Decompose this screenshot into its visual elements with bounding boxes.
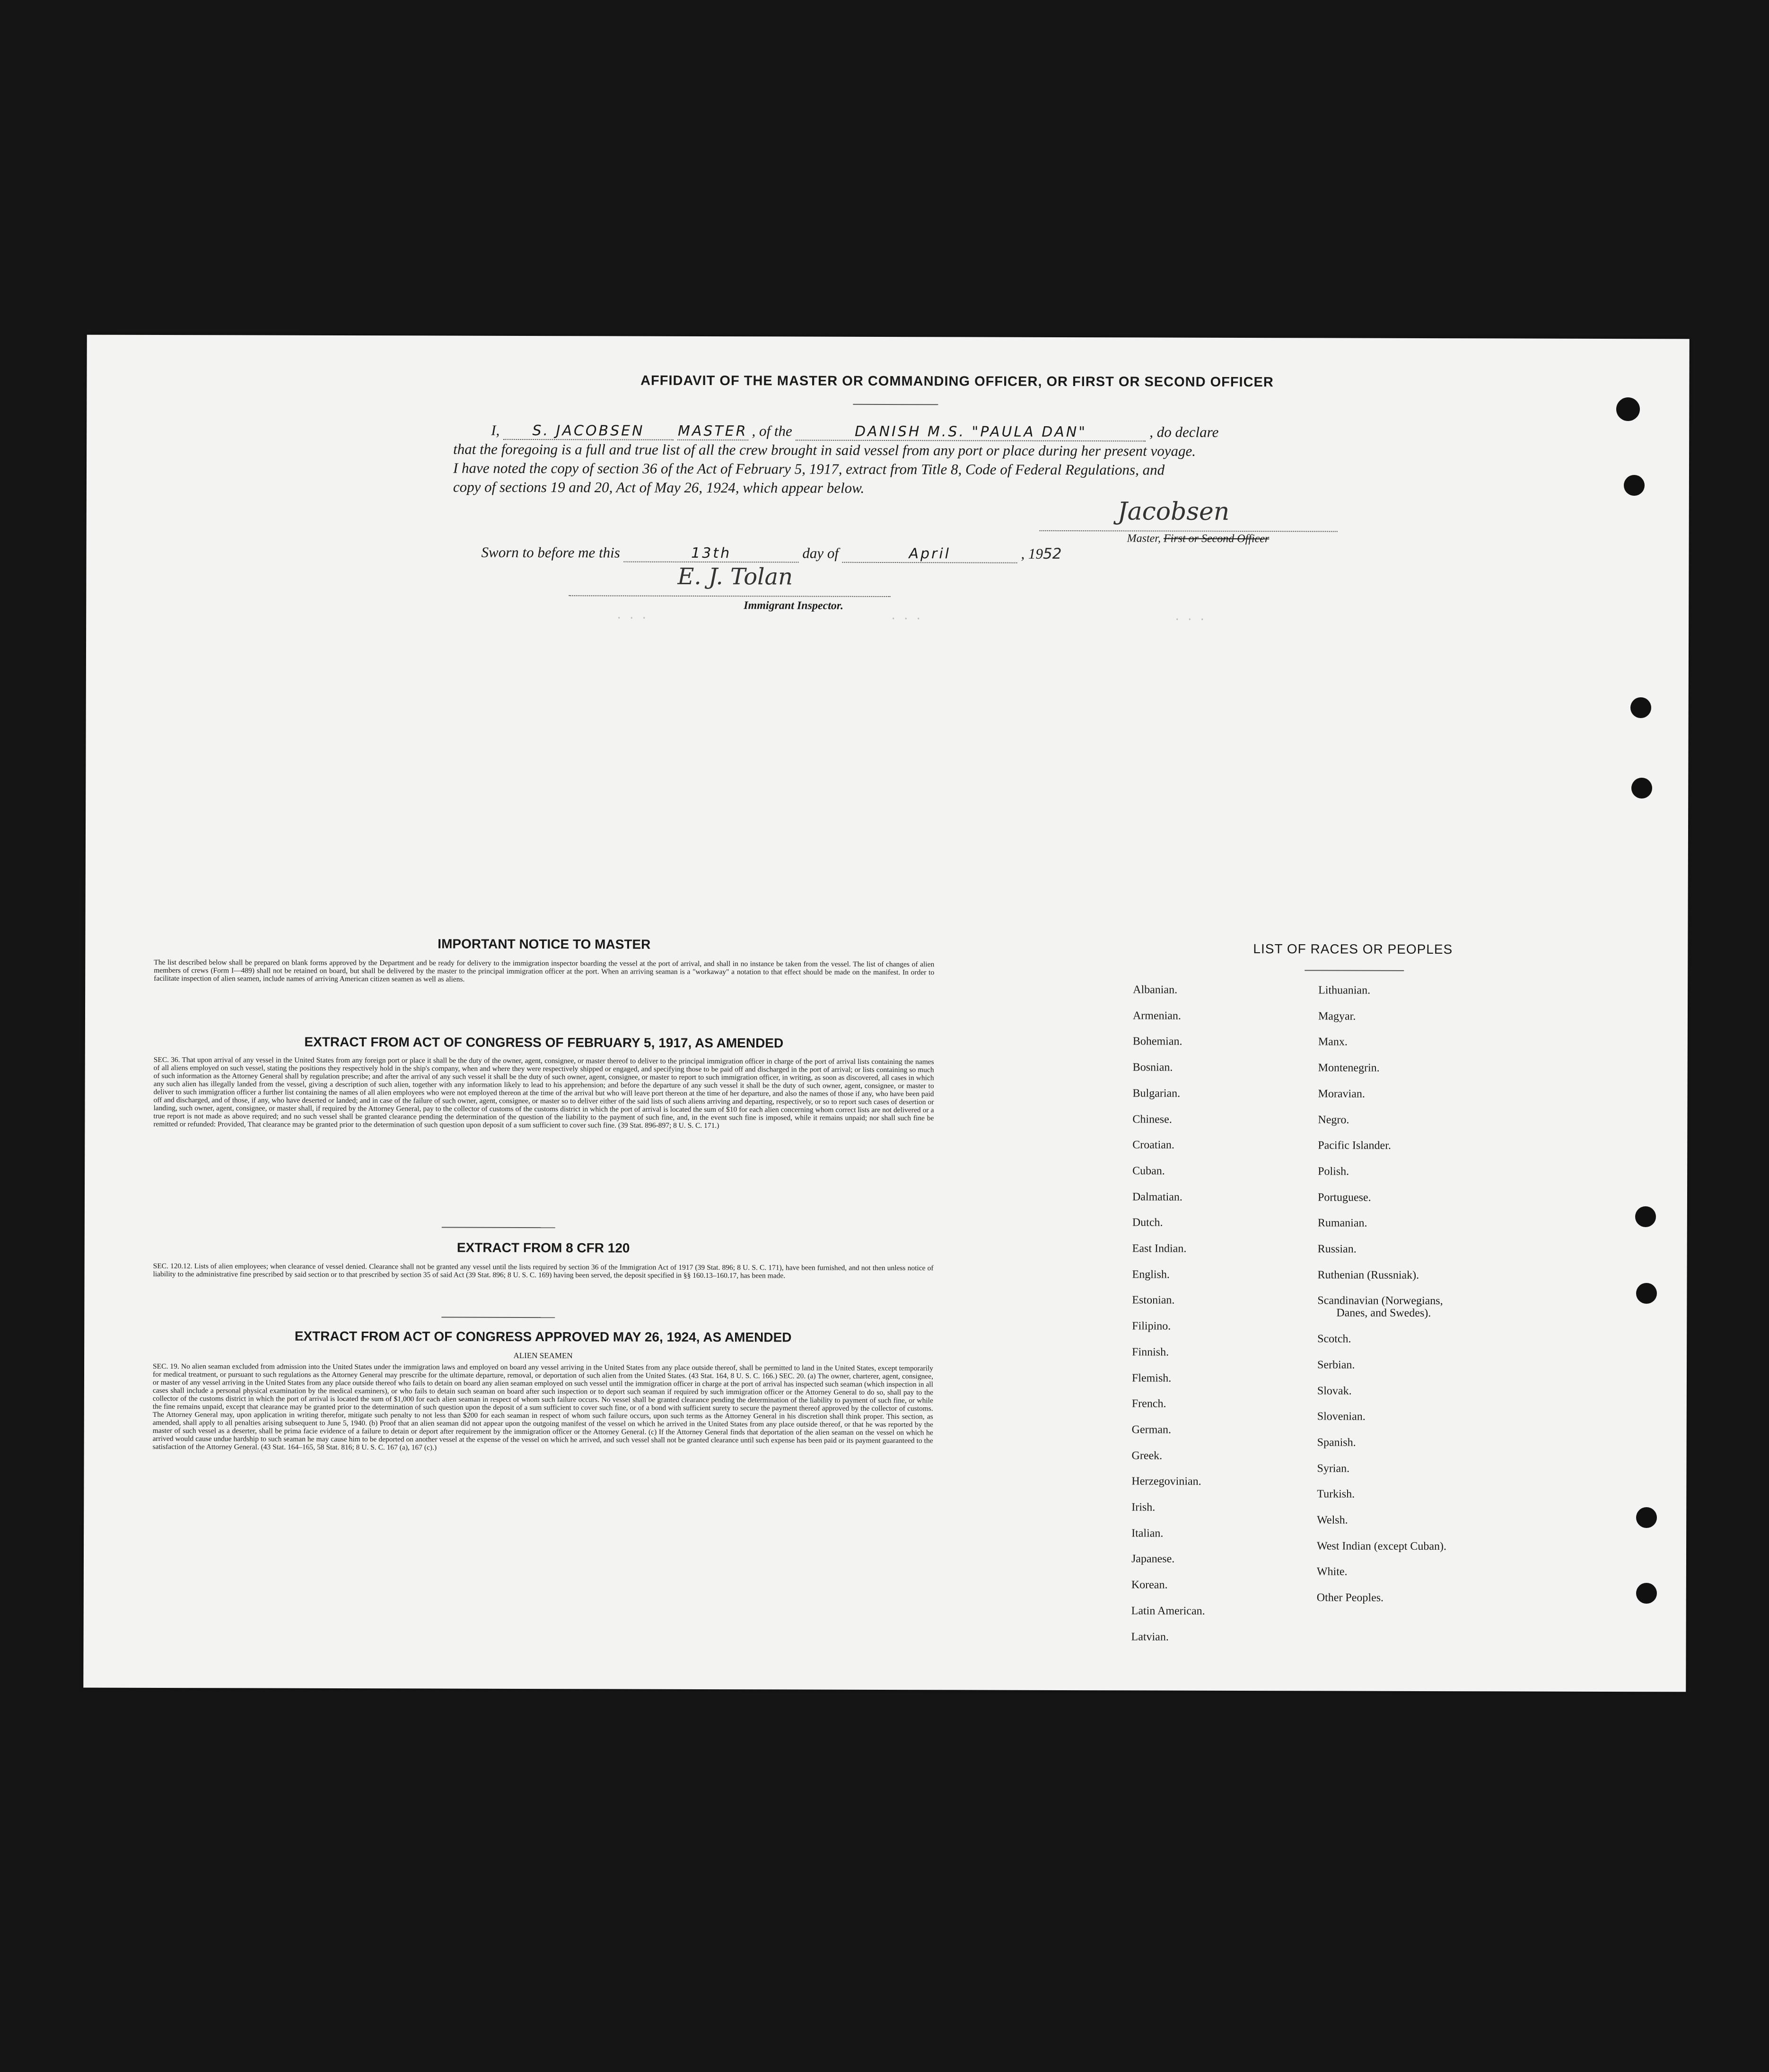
- race-item: Greek.: [1131, 1449, 1163, 1462]
- race-item: Korean.: [1131, 1579, 1168, 1591]
- race-item: Moravian.: [1318, 1088, 1365, 1100]
- vessel-filled: DANISH M.S. "PAULA DAN": [854, 423, 1087, 441]
- punch-hole: [1616, 397, 1640, 421]
- text-i: I,: [491, 421, 500, 439]
- race-item: Filipino.: [1132, 1320, 1171, 1333]
- race-item: Estonian.: [1132, 1294, 1175, 1307]
- section-divider-1: [442, 1227, 555, 1229]
- bleed-through-mark: · · ·: [616, 612, 648, 624]
- affidavit-line-3: I have noted the copy of section 36 of the Act of February 5, 1917, extract from Title 8, Code of Federal Regulations, and: [453, 459, 1165, 478]
- race-item: West Indian (except Cuban).: [1317, 1540, 1447, 1553]
- race-item: Albanian.: [1133, 983, 1178, 996]
- race-item: Herzegovinian.: [1131, 1475, 1201, 1488]
- race-item: Ruthenian (Russniak).: [1317, 1269, 1419, 1282]
- races-title: LIST OF RACES OR PEOPLES: [1253, 941, 1453, 957]
- notice-heading: IMPORTANT NOTICE TO MASTER: [438, 936, 651, 952]
- master-signature: Jacobsen: [1117, 497, 1230, 526]
- punch-hole: [1631, 778, 1652, 799]
- sworn-line: [481, 544, 1061, 563]
- cfr-body: SEC. 120.12. Lists of alien employees; when clearance of vessel denied. Clearance shall not be granted any vessel until the lists required by section 36 of the Immigration Act of 1917 (39 Stat. 896; 8 U. S. C. 171), have been furnished, and not then unless notice of liability to the administrative fine prescribed by said section or to that prescribed by section 35 of said Act (39 Stat. 896; 8 U. S. C. 169) having been served, the deposit specified in §§ 160.13–160.17, has been made.: [153, 1262, 934, 1280]
- race-item: Spanish.: [1317, 1436, 1356, 1449]
- affidavit-line-4: copy of sections 19 and 20, Act of May 26, 1924, which appear below.: [453, 478, 865, 496]
- race-item: Finnish.: [1132, 1346, 1169, 1359]
- race-item: Flemish.: [1131, 1371, 1172, 1385]
- races-left-column: [1131, 983, 1303, 1643]
- race-item: German.: [1131, 1423, 1172, 1436]
- bleed-through-mark: · · ·: [890, 613, 922, 625]
- race-item: Dutch.: [1132, 1216, 1163, 1229]
- act1924-body: SEC. 19. No alien seaman excluded from admission into the United States under the immigration laws and employed on board any vessel arriving in the United States from any place outside thereof, shall be permitted to land in the United States, except temporarily for medical treatment, or pursuant to such regulations as the Attorney General may prescribe for the ultimate departure, removal, or deportation of such alien from the United States. (43 Stat. 164, 8 U. S. C. 166.) SEC. 20. (a) The owner, charterer, agent, consignee, or master of any vessel arriving in the United States from any place outside thereof who fails to detain on board any alien seaman employed on such vessel until the immigration officer in charge at the port of arrival has inspected such seaman (which inspection in all cases shall include a personal physical examination by the medical examiners), or who fails to detain such seaman on board after such inspection or to deport such seaman if required by such immigration officer or the Attorney General to do so, shall pay to the collector of the customs district in which the port of arrival is located the sum of $1,000 for each alien seaman in respect of whom such failure occurs. No vessel shall be granted clearance pending the determination of the liability to payment of such fine, or while the fine remains unpaid, except that clearance may be granted prior to the determination of such question upon the deposit of a sum sufficient to cover such fine, or of a bond with sufficient surety to secure the payment thereof approved by the collector of customs. The Attorney General may, upon application in writing therefor, mitigate such penalty to not less than $200 for each seaman in respect of whom such failure occurs, upon such terms as the Attorney General in his discretion shall think proper. This section, as amended, shall apply to all penalties arising subsequent to June 5, 1940. (b) Proof that an alien seaman did not appear upon the outgoing manifest of the vessel on which he arrived in the United States from any place outside thereof, or that he was reported by the master of such vessel as a deserter, shall be prima facie evidence of a failure to detain or deport after requirement by the immigration officer or the Attorney General. (c) If the Attorney General finds that deportation of the alien seaman on the vessel on which he arrived would cause undue hardship to such seaman he may cause him to be deported on another vessel at the expense of the vessel on which he arrived, and such vessel shall not be granted clearance until such expense has been paid or its payment guaranteed to the satisfaction of the Attorney General. (43 Stat. 164–165, 58 Stat. 816; 8 U. S. C. 167 (a), 167 (c).): [152, 1362, 934, 1452]
- race-item: East Indian.: [1132, 1242, 1187, 1255]
- race-item: Bohemian.: [1132, 1035, 1182, 1048]
- day-filled: 13th: [691, 544, 732, 562]
- affidavit-title: AFFIDAVIT OF THE MASTER OR COMMANDING OFFICER, OR FIRST OR SECOND OFFICER: [640, 373, 1274, 390]
- race-item: White.: [1316, 1565, 1348, 1578]
- race-item: Slovenian.: [1317, 1410, 1366, 1423]
- text-of-the: , of the: [752, 422, 792, 439]
- year-prefix: , 19: [1021, 545, 1043, 562]
- document-page: [83, 335, 1689, 1692]
- name-filled: S. JACOBSEN: [532, 422, 645, 439]
- race-item: Scandinavian (Norwegians,: [1317, 1294, 1443, 1308]
- punch-hole: [1636, 1507, 1657, 1528]
- punch-hole: [1635, 1206, 1656, 1227]
- act1924-subheading: ALIEN SEAMEN: [513, 1351, 573, 1361]
- punch-hole: [1630, 697, 1651, 718]
- race-item: Cuban.: [1132, 1165, 1165, 1177]
- race-item: French.: [1131, 1397, 1166, 1410]
- race-item: Japanese.: [1131, 1553, 1175, 1565]
- race-item: Irish.: [1131, 1501, 1156, 1514]
- affidavit-line-1: [491, 422, 1218, 442]
- race-item: Polish.: [1318, 1165, 1349, 1178]
- race-item: Other Peoples.: [1316, 1591, 1384, 1604]
- month-filled: April: [909, 545, 951, 562]
- race-item: Slovak.: [1317, 1384, 1352, 1397]
- race-item: Scotch.: [1317, 1333, 1351, 1345]
- race-item: Armenian.: [1132, 1010, 1181, 1022]
- race-item: Pacific Islander.: [1318, 1139, 1391, 1152]
- affidavit-line-2: that the foregoing is a full and true list of all the crew brought in said vessel from any port or place during her present voyage.: [453, 440, 1196, 459]
- year-filled: 52: [1042, 545, 1062, 562]
- race-item: Russian.: [1317, 1243, 1357, 1255]
- race-item: Croatian.: [1132, 1139, 1174, 1151]
- act1924-heading: EXTRACT FROM ACT OF CONGRESS APPROVED MAY 26, 1924, AS AMENDED: [294, 1328, 792, 1345]
- race-item: Bosnian.: [1132, 1061, 1173, 1074]
- notice-body: The list described below shall be prepared on blank forms approved by the Department and be ready for delivery to the immigration inspector boarding the vessel at the port of arrival, and shall in no instance be taken from the vessel. The list of changes of alien members of crews (Form I—489) shall not be retained on board, but shall be delivered by the master to the principal immigration officer at the port. When an arriving seaman is a "workaway" a notation to that effect should be made on the manifest. In order to facilitate inspection of alien seamen, include names of arriving American citizen seamen as well as aliens.: [154, 958, 935, 983]
- race-item: English.: [1132, 1268, 1170, 1281]
- race-item: Manx.: [1318, 1036, 1348, 1048]
- act1917-heading: EXTRACT FROM ACT OF CONGRESS OF FEBRUARY 5, 1917, AS AMENDED: [304, 1034, 784, 1051]
- race-item: Syrian.: [1317, 1462, 1350, 1475]
- section-divider-2: [441, 1317, 555, 1318]
- race-item: Danes, and Swedes).: [1336, 1307, 1431, 1320]
- race-item: Latvian.: [1131, 1630, 1169, 1643]
- race-item: Magyar.: [1318, 1010, 1356, 1023]
- inspector-signature-line: [569, 595, 890, 597]
- race-item: Welsh.: [1317, 1514, 1348, 1527]
- race-item: Bulgarian.: [1132, 1087, 1181, 1100]
- text-declare: , do declare: [1149, 423, 1219, 440]
- master-caption: Master, First or Second Officer: [1127, 532, 1270, 545]
- punch-hole: [1636, 1583, 1657, 1604]
- race-item: Turkish.: [1317, 1488, 1355, 1501]
- cfr-heading: EXTRACT FROM 8 CFR 120: [456, 1240, 630, 1255]
- race-item: Italian.: [1131, 1527, 1164, 1540]
- race-item: Lithuanian.: [1318, 984, 1371, 997]
- sworn-text: Sworn to before me this: [481, 544, 620, 561]
- act1917-body: SEC. 36. That upon arrival of any vessel in the United States from any foreign port or place it shall be the duty of the owner, agent, consignee, or master thereof to deliver to the principal immigration officer in charge of the port of arrival lists containing the names of all aliens employed on such vessel, stating the positions they respectively hold in the ship's company, when and where they were respectively shipped or engaged, and specifying those to be paid off and discharged in the port of arrival; or lists containing so much of such information as the Attorney General shall by regulation prescribe; and after the arrival of any such vessel it shall be the duty of such owner, agent, consignee, or master to report to such immigration officer, in writing, as soon as discovered, all cases in which any such alien has illegally landed from the vessel, giving a description of such alien, together with any information likely to lead to his apprehension; and before the departure of any such vessel it shall be the duty of such owner, agent, consignee, or master to deliver to such immigration officer a further list containing the names of all alien employees who were not employed thereon at the time of the arrival but who will leave port thereon at the time of her departure, and also the names of those if any, who have been paid off and discharged, and of those, if any, who have deserted or landed; and in case of the failure of such owner, agent, consignee, or master so to deliver either of the said lists of such aliens arriving and departing, respectively, or so to report such cases of desertion or landing, such owner, agent, consignee, or master shall, if required by the Attorney General, pay to the collector of customs of the customs district in which the port of arrival is located the sum of $10 for each alien concerning whom correct lists are not delivered or a true report is not made as above required; and no such vessel shall be granted clearance pending the determination of the question of the liability to the payment of such fine, and, in the event such fine is imposed, while it remains unpaid; nor shall such fine be remitted or refunded: Provided, That clearance may be granted prior to the determination of such question upon deposit of a sum sufficient to cover such fine. (39 Stat. 896-897; 8 U. S. C. 171.): [153, 1055, 934, 1130]
- inspector-caption: Immigrant Inspector.: [744, 599, 844, 612]
- master-signature-line: [1040, 530, 1338, 532]
- race-item: Portuguese.: [1317, 1191, 1371, 1204]
- race-item: Negro.: [1318, 1113, 1349, 1126]
- races-divider: [1305, 970, 1404, 971]
- punch-hole: [1624, 475, 1645, 496]
- race-item: Serbian.: [1317, 1359, 1355, 1371]
- rank-filled: MASTER: [677, 422, 748, 440]
- title-divider: [853, 404, 938, 405]
- day-of: day of: [802, 544, 839, 562]
- race-item: Rumanian.: [1317, 1217, 1367, 1229]
- bleed-through-mark: · · ·: [1174, 614, 1206, 626]
- race-item: Montenegrin.: [1318, 1062, 1380, 1074]
- race-item: Dalmatian.: [1132, 1190, 1182, 1203]
- race-item: Latin American.: [1131, 1605, 1205, 1617]
- race-item: Chinese.: [1132, 1113, 1172, 1126]
- punch-hole: [1636, 1283, 1657, 1304]
- inspector-signature: E. J. Tolan: [677, 563, 793, 590]
